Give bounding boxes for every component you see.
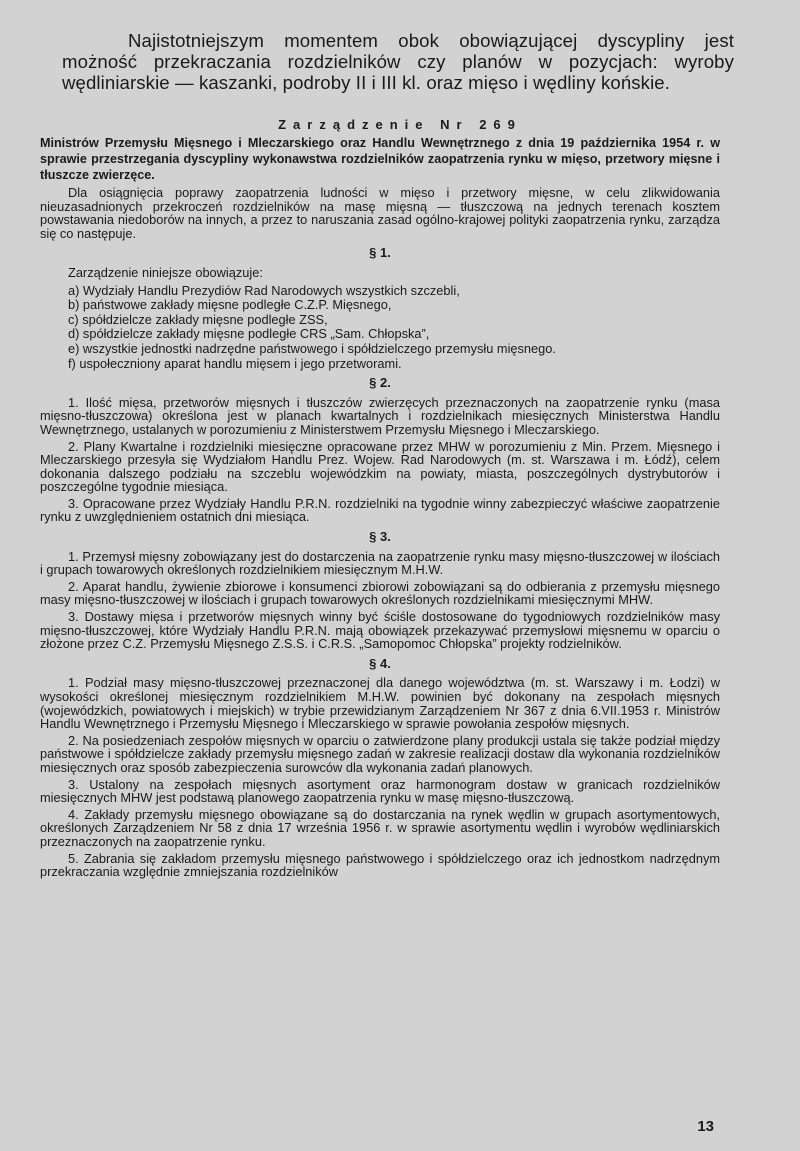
list-item: e) wszystkie jednostki nadrzędne państwowego i spółdzielczego przemysłu mięsnego. [68, 340, 556, 356]
list-item: b) państwowe zakłady mięsne podległe C.Z.P. Mięsnego, [68, 297, 392, 313]
section-4-paragraph: 4. Zakłady przemysłu mięsnego obowiązane są do dostarczania na rynek wędlin w grupach asortymentowych, określonych Zarządzeniem Nr 58 z dnia 17 września 1956 r. w sprawie asortymentu wędlin i wyrobów wędliniarskich przeznaczonych na zaopatrzenie rynku. [40, 806, 720, 849]
section-4-heading: § 4. [369, 655, 391, 671]
list-item: a) Wydziały Handlu Prezydiów Rad Narodowych wszystkich szczebli, [68, 282, 460, 298]
section-3-paragraph: 1. Przemysł mięsny zobowiązany jest do dostarczenia na zaopatrzenie rynku masy mięsno-tłuszczowej w ilościach i grupach towarowych określonych rozdzielnikiem miesięcznym M.H.W. [40, 548, 720, 578]
section-3-paragraph: 3. Dostawy mięsa i przetworów mięsnych winny być ściśle dostosowane do tygodniowych rozdzielników masy mięsno-tłuszczowej, które Wydziały Handlu P.R.N. mają obowiązek przekazywać przemysłowi mięsnemu w oparciu o złożone przez C.Z. Przemysłu Mięsnego Z.S.S. i C.R.S. „Samopomoc Chłopska” projekty rodzielników. [40, 609, 720, 652]
section-2-heading: § 2. [369, 375, 391, 391]
section-4-paragraph: 2. Na posiedzeniach zespołów mięsnych w oparciu o zatwierdzone plany produkcji ustala się także podział między państwowe i spółdzielcze zakłady przemysłu mięsnego zadań w zakresie realizacji dostaw dla wykonania rozdzielników miesięcznych oraz sposób zabezpieczenia surowców dla wykonania zadań planowych. [40, 732, 720, 775]
section-3-paragraph: 2. Aparat handlu, żywienie zbiorowe i konsumenci zbiorowi zobowiązani są do odbierania z przemysłu mięsnego masy mięsno-tłuszczowej w ilościach i grupach towarowych określonych rozdzielnikami miesięcznymi MHW. [40, 578, 720, 608]
section-1-heading: § 1. [369, 245, 391, 261]
order-title: Zarządzenie Nr 269 [278, 117, 522, 132]
order-subtitle: Ministrów Przemysłu Mięsnego i Mleczarskiego oraz Handlu Wewnętrznego z dnia 19 października 1954 r. w sprawie przestrzegania dyscypliny wykonawstwa rozdzielników zaopatrzenia rynku w mięso, przetwory mięsne i tłuszcze zwierzęce. [40, 136, 720, 182]
intro-paragraph: Najistotniejszym momentem obok obowiązującej dyscypliny jest możność przekraczania rozdzielników czy planów w pozycjach: wyroby wędliniarskie — kaszanki, podroby II i III kl. oraz mięso i wędliny końskie. [62, 30, 734, 93]
preamble: Dla osiągnięcia poprawy zaopatrzenia ludności w mięso i przetwory mięsne, w celu zlikwidowania nieuzasadnionych przekroczeń rozdzielników na masę mięsną — tłuszczową na jednych terenach kosztem powstawania niedoborów na innych, a przez to naruszania zasad ogólno-krajowej polityki zaopatrzenia rynku, zarządza się co następuje. [40, 185, 720, 241]
section-4-paragraph: 1. Podział masy mięsno-tłuszczowej przeznaczonej dla danego województwa (m. st. Warszawy i m. Łodzi) w wysokości określonej miesięcznym rozdzielnikiem M.H.W. powinien być dokonany na zespołach mięsnych (wojewódzkich, powiatowych i miejskich) w trybie przewidzianym Zarządzeniem Nr 367 z dnia 6.VII.1953 r. Ministrów Handlu Wewnętrznego i Przemysłu Mięsnego i Mleczarskiego w sprawie powołania zespołów mięsnych. [40, 675, 720, 732]
list-item: c) spółdzielcze zakłady mięsne podległe ZSS, [68, 311, 328, 327]
section-4-paragraph: 5. Zabrania się zakładom przemysłu mięsnego państwowego i spółdzielczego oraz ich jednostkom nadrzędnym przekraczania względnie zmniejszania rozdzielników [40, 850, 720, 880]
section-3-heading: § 3. [369, 529, 391, 545]
list-item: f) uspołeczniony aparat handlu mięsem i jego przetworami. [68, 355, 402, 371]
section-2-paragraph: 2. Plany Kwartalne i rozdzielniki miesięczne opracowane przez MHW w porozumieniu z Min. Przem. Mięsnego i Mleczarskiego przesyła się Wydziałom Handlu Prez. Wojew. Rad Narodowych (m. st. Warszawa i m. Łódź), celem dokonania dalszego podziału na szczeblu wojewódzkim na powiaty, miasta, poszczególnych dystrybutorów i poszczególne tygodnie miesiąca. [40, 438, 720, 495]
order-body [40, 186, 720, 882]
section-2-paragraph: 1. Ilość mięsa, przetworów mięsnych i tłuszczów zwierzęcych przeznaczonych na zaopatrzenie rynku (masa mięsno-tłuszczowa) określona jest w planach kwartalnych i rozdzielnikach miesięcznych Ministerstwa Handlu Wewnętrznego, ustalanych w porozumieniu z Ministerstwem Przemysłu Mięsnego i Mleczarskiego. [40, 394, 720, 437]
section-2-paragraph: 3. Opracowane przez Wydziały Handlu P.R.N. rozdzielniki na tygodnie winny zabezpieczyć właściwe zaopatrzenie rynku z uwzględnieniem ostatnich dni miesiąca. [40, 495, 720, 525]
section-1-intro: Zarządzenie niniejsze obowiązuje: [68, 264, 263, 280]
list-item: d) spółdzielcze zakłady mięsne podległe CRS „Sam. Chłopska”, [68, 326, 430, 342]
page-number: 13 [697, 1118, 714, 1135]
section-4-paragraph: 3. Ustalony na zespołach mięsnych asortyment oraz harmonogram dostaw w granicach rozdzielników miesięcznych MHW jest podstawą planowego zaopatrzenia rynku w masę mięsno-tłuszczową. [40, 776, 720, 806]
